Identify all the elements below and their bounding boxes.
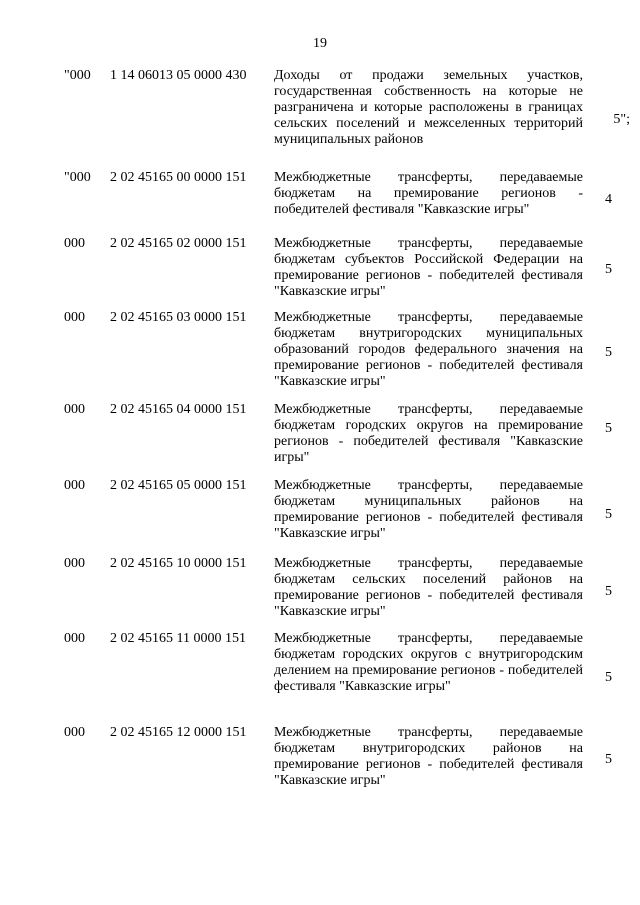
admin-code: 000 (64, 631, 85, 646)
revenue-name: Межбюджетные трансферты, передаваемые бюджетам городских округов на премирование регионов - победителей фестиваля "Кавказские игры" (274, 402, 583, 465)
revenue-name: Межбюджетные трансферты, передаваемые бюджетам городских округов с внутригородским делением на премирование регионов - победителей фестиваля "Кавказские игры" (274, 631, 583, 694)
admin-code: 000 (64, 310, 85, 325)
admin-code: "000 (64, 170, 91, 185)
revenue-name: Межбюджетные трансферты, передаваемые бюджетам сельских поселений районов на премирование регионов - победителей фестиваля "Кавказские игры" (274, 556, 583, 619)
table-row (0, 310, 640, 402)
table-row (0, 478, 640, 556)
revenue-name: Межбюджетные трансферты, передаваемые бюджетам внутригородских муниципальных образований городов федерального значения на премирование регионов - победителей фестиваля "Кавказские игры" (274, 310, 583, 389)
table-row (0, 402, 640, 478)
table-row (0, 725, 640, 805)
table-row (0, 68, 640, 170)
budget-classification-code: 2 02 45165 11 0000 151 (110, 631, 246, 646)
admin-code: 000 (64, 556, 85, 571)
table-row (0, 631, 640, 725)
revenue-name: Межбюджетные трансферты, передаваемые бюджетам на премирование регионов - победителей фестиваля "Кавказские игры" (274, 170, 583, 217)
table-row (0, 556, 640, 631)
budget-classification-code: 1 14 06013 05 0000 430 (110, 68, 247, 83)
revenue-name: Межбюджетные трансферты, передаваемые бюджетам муниципальных районов на премирование регионов - победителей фестиваля "Кавказские игры" (274, 478, 583, 541)
table-row (0, 170, 640, 236)
revenue-name: Межбюджетные трансферты, передаваемые бюджетам внутригородских районов на премирование регионов - победителей фестиваля "Кавказские игры" (274, 725, 583, 788)
revenue-name: Межбюджетные трансферты, передаваемые бюджетам субъектов Российской Федерации на премирование регионов - победителей фестиваля "Кавказские игры" (274, 236, 583, 299)
table-row (0, 236, 640, 310)
allocation-norm: 4 (605, 192, 612, 207)
allocation-norm: 5 (605, 345, 612, 360)
allocation-norm: 5 (605, 507, 612, 522)
admin-code: 000 (64, 402, 85, 417)
allocation-norm: 5 (605, 670, 612, 685)
allocation-norm: 5 (605, 584, 612, 599)
admin-code: 000 (64, 478, 85, 493)
page-number: 19 (313, 36, 327, 51)
budget-classification-code: 2 02 45165 10 0000 151 (110, 556, 247, 571)
admin-code: 000 (64, 236, 85, 251)
revenue-name: Доходы от продажи земельных участков, государственная собственность на которые не разграничена и которые расположены в границах сельских поселений и межселенных территорий муниципальных районов (274, 68, 583, 147)
budget-classification-code: 2 02 45165 04 0000 151 (110, 402, 247, 417)
allocation-norm: 5"; (613, 112, 630, 127)
budget-classification-code: 2 02 45165 05 0000 151 (110, 478, 247, 493)
allocation-norm: 5 (605, 421, 612, 436)
allocation-norm: 5 (605, 262, 612, 277)
admin-code: "000 (64, 68, 91, 83)
admin-code: 000 (64, 725, 85, 740)
revenue-table (0, 68, 640, 805)
budget-classification-code: 2 02 45165 12 0000 151 (110, 725, 247, 740)
budget-classification-code: 2 02 45165 00 0000 151 (110, 170, 247, 185)
budget-classification-code: 2 02 45165 03 0000 151 (110, 310, 247, 325)
allocation-norm: 5 (605, 752, 612, 767)
budget-classification-code: 2 02 45165 02 0000 151 (110, 236, 247, 251)
